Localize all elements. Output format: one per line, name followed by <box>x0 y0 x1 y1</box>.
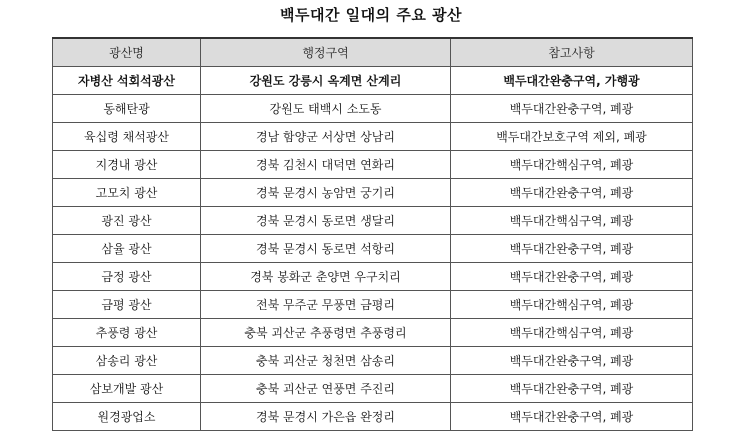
table-row <box>53 67 693 95</box>
cell-notes: 백두대간완충구역, 폐광 <box>451 179 693 207</box>
cell-notes: 백두대간완충구역, 폐광 <box>451 263 693 291</box>
cell-mine-name: 삼보개발 광산 <box>53 375 201 403</box>
cell-admin-region: 전북 무주군 무풍면 금평리 <box>201 291 451 319</box>
table-row <box>53 235 693 263</box>
cell-admin-region: 충북 괴산군 청천면 삼송리 <box>201 347 451 375</box>
mines-table <box>52 37 693 431</box>
cell-admin-region: 경북 봉화군 춘양면 우구치리 <box>201 263 451 291</box>
cell-notes: 백두대간핵심구역, 폐광 <box>451 319 693 347</box>
cell-admin-region: 충북 괴산군 추풍령면 추풍령리 <box>201 319 451 347</box>
table-body <box>53 67 693 431</box>
table-row <box>53 151 693 179</box>
cell-mine-name: 자병산 석회석광산 <box>53 67 201 95</box>
header-notes: 참고사항 <box>451 38 693 67</box>
table-header-row <box>53 38 693 67</box>
header-mine-name: 광산명 <box>53 38 201 67</box>
cell-notes: 백두대간완충구역, 가행광 <box>451 67 693 95</box>
cell-notes: 백두대간완충구역, 폐광 <box>451 403 693 431</box>
table-row <box>53 179 693 207</box>
cell-admin-region: 경북 김천시 대덕면 연화리 <box>201 151 451 179</box>
cell-admin-region: 강원도 강릉시 옥계면 산계리 <box>201 67 451 95</box>
document-title: 백두대간 일대의 주요 광산 <box>279 6 463 24</box>
cell-notes: 백두대간완충구역, 폐광 <box>451 347 693 375</box>
cell-mine-name: 금정 광산 <box>53 263 201 291</box>
cell-mine-name: 금평 광산 <box>53 291 201 319</box>
cell-mine-name: 동해탄광 <box>53 95 201 123</box>
cell-notes: 백두대간핵심구역, 폐광 <box>451 207 693 235</box>
cell-notes: 백두대간핵심구역, 폐광 <box>451 151 693 179</box>
cell-admin-region: 경북 문경시 농암면 궁기리 <box>201 179 451 207</box>
cell-admin-region: 강원도 태백시 소도동 <box>201 95 451 123</box>
table-row <box>53 207 693 235</box>
table-row <box>53 95 693 123</box>
table-row <box>53 319 693 347</box>
table-row <box>53 123 693 151</box>
table-row <box>53 403 693 431</box>
cell-admin-region: 충북 괴산군 연풍면 주진리 <box>201 375 451 403</box>
table-row <box>53 263 693 291</box>
cell-mine-name: 추풍령 광산 <box>53 319 201 347</box>
cell-mine-name: 고모치 광산 <box>53 179 201 207</box>
cell-admin-region: 경북 문경시 동로면 생달리 <box>201 207 451 235</box>
cell-notes: 백두대간핵심구역, 폐광 <box>451 291 693 319</box>
cell-admin-region: 경남 함양군 서상면 상남리 <box>201 123 451 151</box>
cell-notes: 백두대간완충구역, 폐광 <box>451 375 693 403</box>
cell-notes: 백두대간보호구역 제외, 폐광 <box>451 123 693 151</box>
cell-admin-region: 경북 문경시 가은읍 완정리 <box>201 403 451 431</box>
cell-mine-name: 삼송리 광산 <box>53 347 201 375</box>
cell-mine-name: 지경내 광산 <box>53 151 201 179</box>
header-admin-region: 행정구역 <box>201 38 451 67</box>
cell-notes: 백두대간완충구역, 폐광 <box>451 235 693 263</box>
table-row <box>53 291 693 319</box>
cell-notes: 백두대간완충구역, 폐광 <box>451 95 693 123</box>
cell-mine-name: 원경광업소 <box>53 403 201 431</box>
cell-mine-name: 광진 광산 <box>53 207 201 235</box>
table-row <box>53 347 693 375</box>
cell-mine-name: 육십령 채석광산 <box>53 123 201 151</box>
table-row <box>53 375 693 403</box>
cell-admin-region: 경북 문경시 동로면 석항리 <box>201 235 451 263</box>
cell-mine-name: 삼율 광산 <box>53 235 201 263</box>
